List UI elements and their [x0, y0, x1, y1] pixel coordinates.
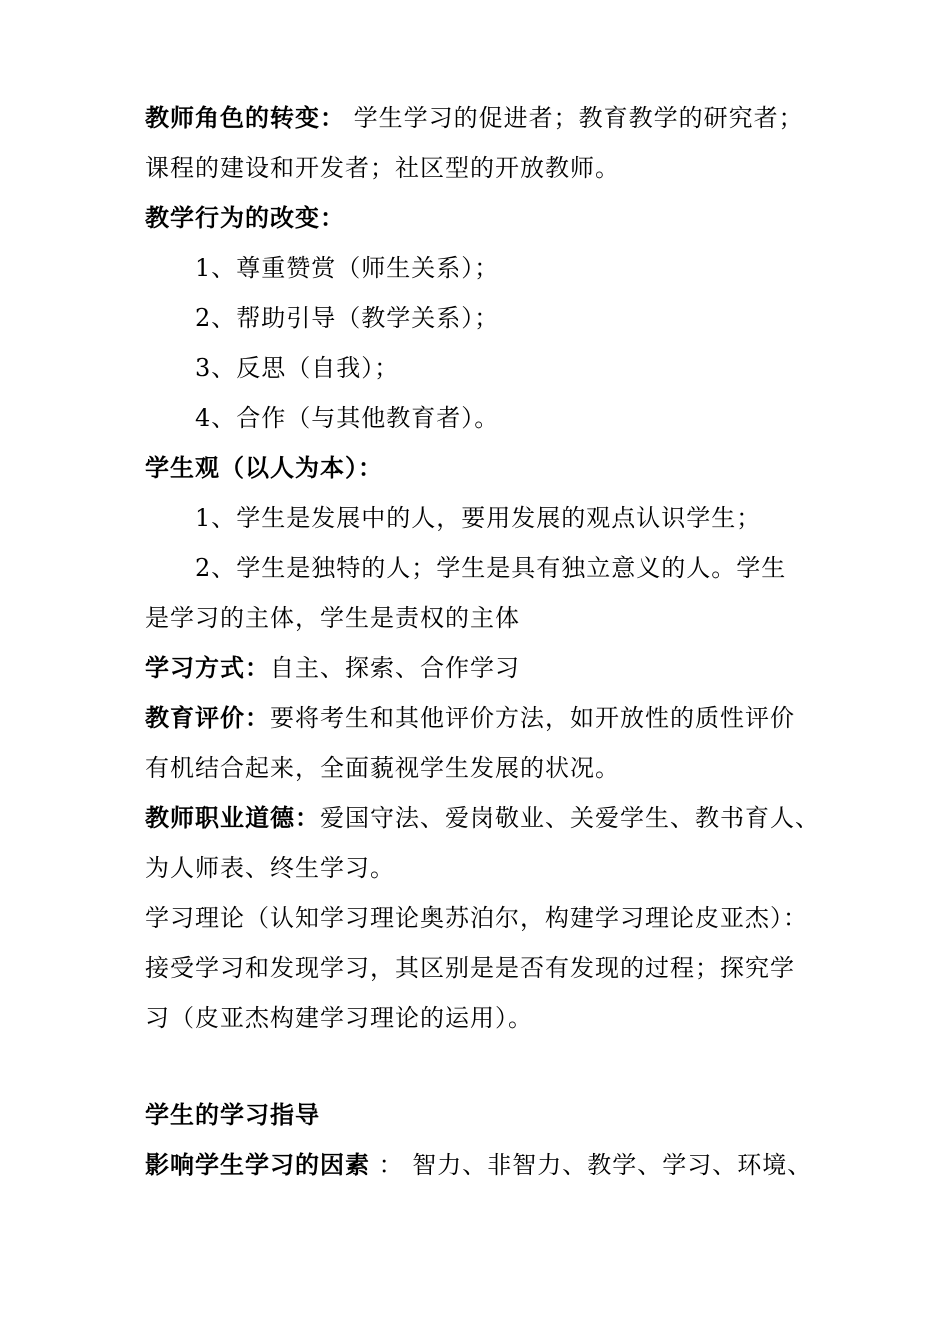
text-evaluation-cont: 有机结合起来，全面藐视学生发展的状况。	[145, 754, 620, 782]
paragraph-ethics	[145, 803, 820, 833]
label-factors: 影响学生学习的因素	[145, 1151, 370, 1179]
label-learning-method: 学习方式：	[145, 654, 270, 682]
text-evaluation: 要将考生和其他评价方法，如开放性的质性评价	[270, 704, 795, 732]
heading-teaching-behavior: 教学行为的改变：	[145, 204, 345, 232]
text-teacher-role: 学生学习的促进者；教育教学的研究者；	[345, 104, 804, 132]
text-teacher-role-cont: 课程的建设和开发者；社区型的开放教师。	[145, 154, 620, 182]
list-item-4: 4、合作（与其他教育者）。	[195, 404, 500, 432]
paragraph-teacher-role	[145, 103, 815, 133]
text-learning-theory-cont-1: 接受学习和发现学习，其区别是是否有发现的过程；探究学	[145, 954, 795, 982]
list-item-2: 2、帮助引导（教学关系）；	[195, 304, 500, 332]
label-evaluation: 教育评价：	[145, 704, 270, 732]
list-item-3: 3、反思（自我）；	[195, 354, 400, 382]
text-ethics: 爱国守法、爱岗敬业、关爱学生、教书育人、	[320, 804, 820, 832]
heading-learning-guidance: 学生的学习指导	[145, 1101, 320, 1129]
label-ethics: 教师职业道德：	[145, 804, 320, 832]
label-teacher-role: 教师角色的转变：	[145, 104, 345, 132]
student-item-2: 2、学生是独特的人；学生是具有独立意义的人。学生	[195, 554, 787, 582]
heading-student-view: 学生观（以人为本）：	[145, 454, 383, 482]
paragraph-learning-theory: 学习理论（认知学习理论奥苏泊尔，构建学习理论皮亚杰）：	[145, 904, 808, 932]
list-item-1: 1、尊重赞赏（师生关系）；	[195, 254, 500, 282]
text-ethics-cont: 为人师表、终生学习。	[145, 854, 395, 882]
paragraph-learning-method	[145, 653, 815, 683]
text-factors: ： 智力、非智力、教学、学习、环境、	[370, 1151, 813, 1179]
student-item-1: 1、学生是发展中的人，要用发展的观点认识学生；	[195, 504, 762, 532]
text-learning-method: 自主、探索、合作学习	[270, 654, 520, 682]
paragraph-factors	[145, 1150, 815, 1180]
text-learning-theory-cont-2: 习（皮亚杰构建学习理论的运用）。	[145, 1004, 533, 1032]
paragraph-evaluation	[145, 703, 815, 733]
student-item-2-cont: 是学习的主体，学生是责权的主体	[145, 604, 520, 632]
